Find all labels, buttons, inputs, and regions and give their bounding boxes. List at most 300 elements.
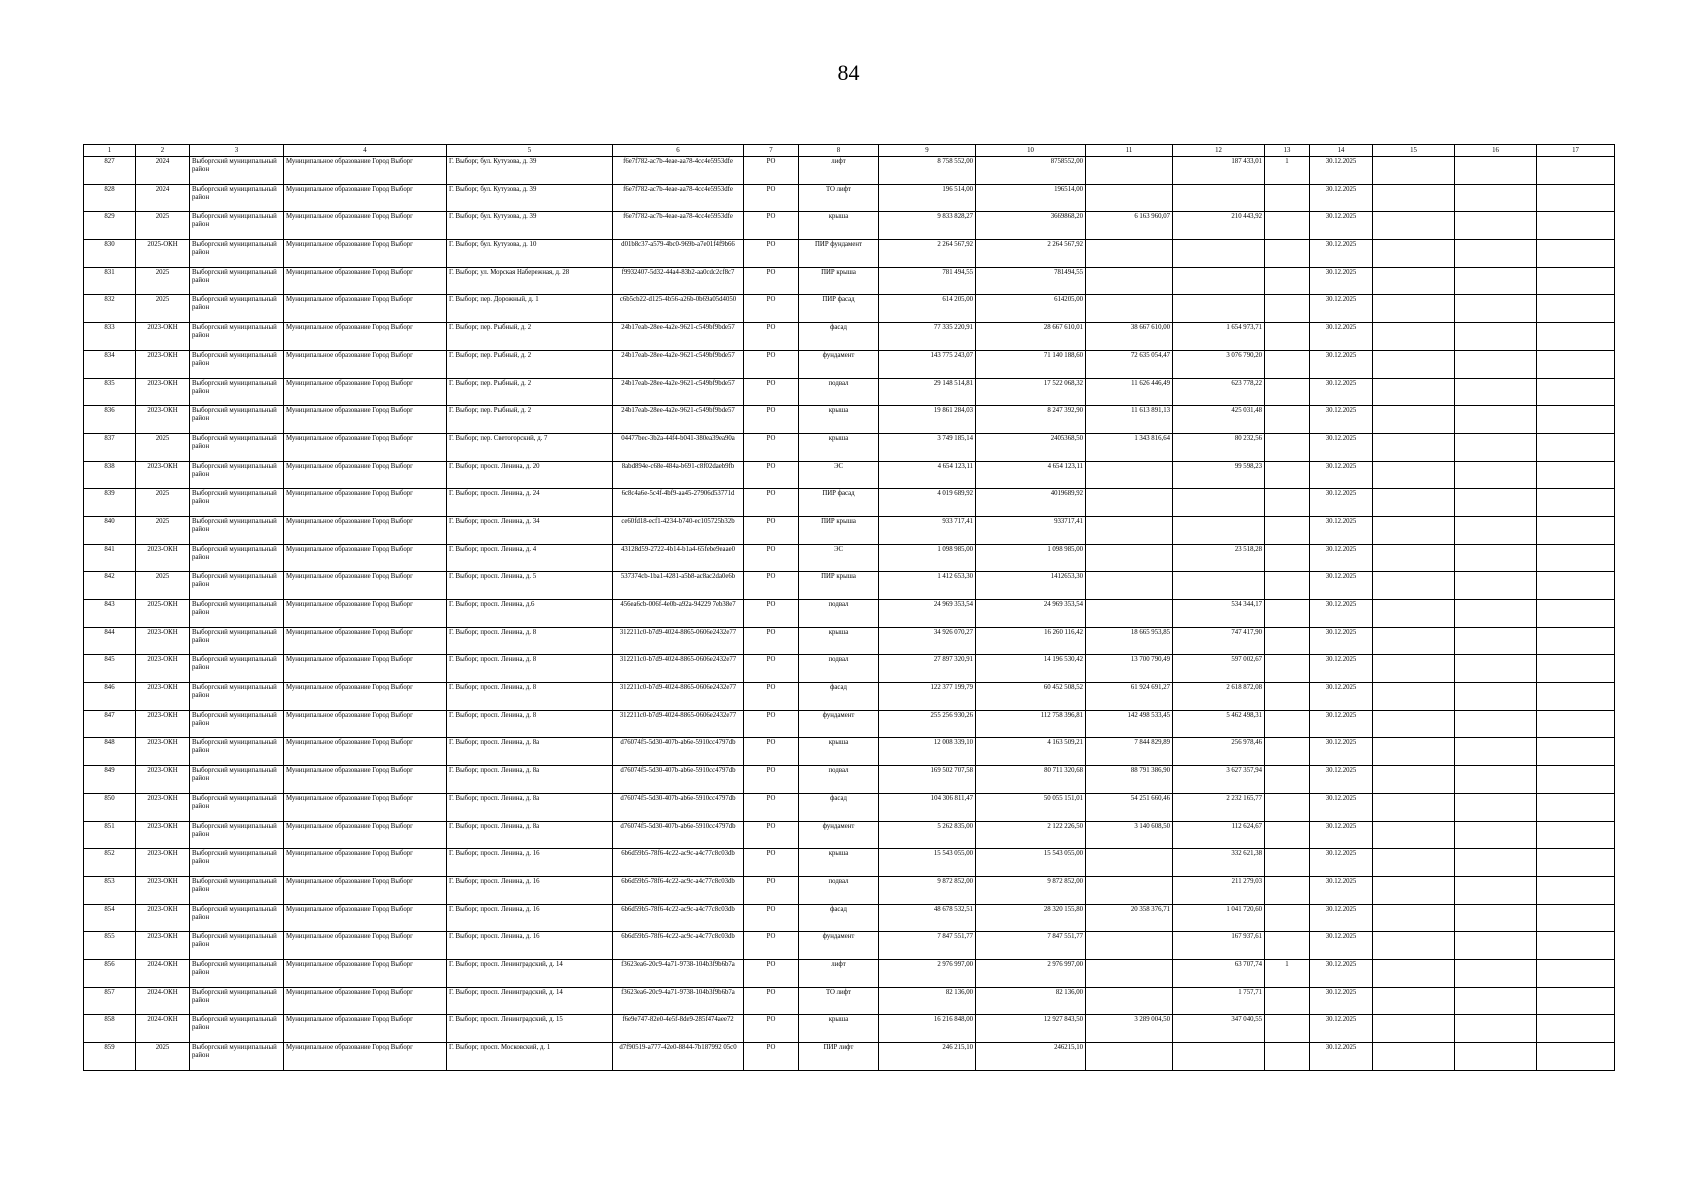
cell-date: 30.12.2025 [1310,987,1373,1015]
cell-address: Г. Выборг, пер. Светогорский, д. 7 [447,433,613,461]
cell-municipality: Муниципальное образование Город Выборг [284,849,447,877]
cell-district: Выборгский муниципальный район [190,821,284,849]
cell-date: 30.12.2025 [1310,821,1373,849]
cell-source: РО [744,655,799,683]
cell-address: Г. Выборг, пер. Дорожный, д. 1 [447,295,613,323]
cell-count [1265,378,1310,406]
table-row [84,1043,1615,1071]
cell-municipality: Муниципальное образование Город Выборг [284,710,447,738]
cell-row-number: 851 [84,821,136,849]
cell-cost-1: 4019689,92 [976,489,1086,517]
cell-date: 30.12.2025 [1310,212,1373,240]
cell-cost-3 [1173,184,1265,212]
table-row [84,572,1615,600]
cell-cost-2: 20 358 376,71 [1086,904,1173,932]
cell-cost-3: 210 443,92 [1173,212,1265,240]
cell-cost-total: 196 514,00 [879,184,976,212]
cell-row-number: 858 [84,1015,136,1043]
cell-district: Выборгский муниципальный район [190,295,284,323]
table-row [84,627,1615,655]
table-row [84,378,1615,406]
cell-year: 2025-ОКН [136,600,190,628]
cell-house-guid: ce60fd18-ecf1-4234-b740-ec105725b32b [613,516,744,544]
cell-cost-2: 11 613 891,13 [1086,406,1173,434]
cell-row-number: 837 [84,433,136,461]
cell-house-guid: 6b6d59b5-78f6-4c22-ac9c-a4c77c8c03db [613,876,744,904]
cell-work-type: фундамент [799,710,879,738]
cell-cost-3 [1173,489,1265,517]
cell-col-17 [1537,212,1615,240]
table-row [84,793,1615,821]
cell-cost-total: 9 872 852,00 [879,876,976,904]
cell-house-guid: 6c8c4a6e-5c4f-4bf9-aa45-27906d53771d [613,489,744,517]
cell-cost-3: 1 041 720,60 [1173,904,1265,932]
cell-source: РО [744,710,799,738]
cell-work-type: ПИР фасад [799,295,879,323]
cell-work-type: ЭС [799,544,879,572]
cell-cost-1: 17 522 068,32 [976,378,1086,406]
table-row [84,876,1615,904]
cell-municipality: Муниципальное образование Город Выборг [284,544,447,572]
cell-col-17 [1537,932,1615,960]
cell-col-16 [1455,295,1537,323]
cell-cost-1: 80 711 320,68 [976,766,1086,794]
cell-municipality: Муниципальное образование Город Выборг [284,433,447,461]
cell-cost-1: 9 872 852,00 [976,876,1086,904]
cell-district: Выборгский муниципальный район [190,267,284,295]
cell-cost-total: 104 306 811,47 [879,793,976,821]
cell-col-15 [1373,461,1455,489]
cell-cost-1: 246215,10 [976,1043,1086,1071]
column-header: 7 [744,145,799,157]
cell-col-17 [1537,876,1615,904]
cell-work-type: ПИР крыша [799,267,879,295]
cell-col-17 [1537,516,1615,544]
cell-cost-2 [1086,489,1173,517]
cell-address: Г. Выборг, просп. Ленина, д. 5 [447,572,613,600]
cell-address: Г. Выборг, просп. Ленинградский, д. 15 [447,1015,613,1043]
column-header: 1 [84,145,136,157]
cell-cost-2 [1086,295,1173,323]
cell-col-15 [1373,821,1455,849]
cell-col-17 [1537,655,1615,683]
cell-cost-2: 3 289 004,50 [1086,1015,1173,1043]
cell-cost-total: 12 008 339,10 [879,738,976,766]
cell-cost-total: 3 749 185,14 [879,433,976,461]
cell-col-16 [1455,572,1537,600]
cell-address: Г. Выборг, просп. Ленина, д.6 [447,600,613,628]
cell-work-type: фасад [799,323,879,351]
cell-source: РО [744,516,799,544]
cell-date: 30.12.2025 [1310,544,1373,572]
cell-municipality: Муниципальное образование Город Выборг [284,766,447,794]
cell-address: Г. Выборг, бул. Кутузова, д. 10 [447,240,613,268]
table-row [84,323,1615,351]
cell-district: Выборгский муниципальный район [190,1015,284,1043]
cell-cost-3: 99 598,23 [1173,461,1265,489]
cell-municipality: Муниципальное образование Город Выборг [284,378,447,406]
cell-date: 30.12.2025 [1310,738,1373,766]
cell-row-number: 856 [84,959,136,987]
cell-municipality: Муниципальное образование Город Выборг [284,655,447,683]
cell-row-number: 849 [84,766,136,794]
cell-date: 30.12.2025 [1310,516,1373,544]
cell-house-guid: d01b8c37-a579-4bc0-969b-a7e01f4f9b66 [613,240,744,268]
cell-cost-3: 425 031,48 [1173,406,1265,434]
cell-cost-1: 14 196 530,42 [976,655,1086,683]
cell-source: РО [744,378,799,406]
cell-district: Выборгский муниципальный район [190,876,284,904]
cell-house-guid: f6e7f782-ac7b-4eae-aa78-4cc4e5953dfe [613,184,744,212]
cell-municipality: Муниципальное образование Город Выборг [284,793,447,821]
table-row [84,544,1615,572]
cell-municipality: Муниципальное образование Город Выборг [284,461,447,489]
cell-address: Г. Выборг, пер. Рыбный, д. 2 [447,350,613,378]
cell-cost-1: 3669868,20 [976,212,1086,240]
cell-municipality: Муниципальное образование Город Выборг [284,157,447,185]
cell-house-guid: 6b6d59b5-78f6-4c22-ac9c-a4c77c8c03db [613,849,744,877]
cell-count [1265,323,1310,351]
cell-house-guid: 312211c0-b7d9-4024-8865-0606e2432e77 [613,710,744,738]
cell-cost-total: 8 758 552,00 [879,157,976,185]
cell-year: 2023-ОКН [136,904,190,932]
cell-col-15 [1373,295,1455,323]
column-header: 14 [1310,145,1373,157]
cell-cost-1: 8 247 392,90 [976,406,1086,434]
cell-cost-1: 82 136,00 [976,987,1086,1015]
column-header: 12 [1173,145,1265,157]
cell-cost-2: 88 791 386,90 [1086,766,1173,794]
cell-count [1265,904,1310,932]
cell-date: 30.12.2025 [1310,904,1373,932]
cell-cost-total: 933 717,41 [879,516,976,544]
cell-cost-3: 2 232 165,77 [1173,793,1265,821]
cell-col-17 [1537,849,1615,877]
cell-col-16 [1455,461,1537,489]
cell-cost-2 [1086,184,1173,212]
cell-col-17 [1537,710,1615,738]
cell-col-15 [1373,1015,1455,1043]
cell-house-guid: 312211c0-b7d9-4024-8865-0606e2432e77 [613,655,744,683]
cell-district: Выборгский муниципальный район [190,212,284,240]
cell-cost-3: 187 433,01 [1173,157,1265,185]
cell-cost-3: 534 344,17 [1173,600,1265,628]
cell-source: РО [744,350,799,378]
cell-cost-total: 77 335 220,91 [879,323,976,351]
cell-row-number: 847 [84,710,136,738]
cell-district: Выборгский муниципальный район [190,544,284,572]
cell-source: РО [744,433,799,461]
cell-source: РО [744,738,799,766]
cell-cost-total: 27 897 320,91 [879,655,976,683]
cell-date: 30.12.2025 [1310,1015,1373,1043]
cell-date: 30.12.2025 [1310,240,1373,268]
cell-cost-1: 60 452 508,52 [976,683,1086,711]
cell-work-type: крыша [799,212,879,240]
cell-cost-total: 7 847 551,77 [879,932,976,960]
cell-cost-1: 50 055 151,01 [976,793,1086,821]
table-row [84,489,1615,517]
cell-district: Выборгский муниципальный район [190,461,284,489]
cell-col-17 [1537,683,1615,711]
cell-work-type: подвал [799,655,879,683]
cell-cost-2: 3 140 608,50 [1086,821,1173,849]
cell-date: 30.12.2025 [1310,489,1373,517]
cell-count [1265,184,1310,212]
cell-cost-1: 2 122 226,50 [976,821,1086,849]
cell-source: РО [744,876,799,904]
cell-cost-3: 63 707,74 [1173,959,1265,987]
cell-count [1265,544,1310,572]
cell-district: Выборгский муниципальный район [190,572,284,600]
column-header: 8 [799,145,879,157]
cell-house-guid: 24b17eab-28ee-4a2e-9621-c549bf9bde57 [613,323,744,351]
cell-cost-3: 167 937,61 [1173,932,1265,960]
cell-date: 30.12.2025 [1310,932,1373,960]
cell-year: 2023-ОКН [136,932,190,960]
cell-address: Г. Выборг, просп. Ленина, д. 16 [447,932,613,960]
cell-district: Выборгский муниципальный район [190,710,284,738]
cell-col-16 [1455,323,1537,351]
cell-year: 2023-ОКН [136,849,190,877]
cell-work-type: ТО лифт [799,987,879,1015]
cell-row-number: 832 [84,295,136,323]
cell-date: 30.12.2025 [1310,876,1373,904]
cell-district: Выборгский муниципальный район [190,849,284,877]
cell-year: 2023-ОКН [136,821,190,849]
cell-house-guid: f6e7f782-ac7b-4eae-aa78-4cc4e5953dfe [613,212,744,240]
cell-date: 30.12.2025 [1310,461,1373,489]
cell-col-17 [1537,295,1615,323]
cell-row-number: 855 [84,932,136,960]
cell-cost-2 [1086,932,1173,960]
cell-cost-total: 82 136,00 [879,987,976,1015]
cell-date: 30.12.2025 [1310,710,1373,738]
cell-year: 2025-ОКН [136,240,190,268]
cell-municipality: Муниципальное образование Город Выборг [284,350,447,378]
cell-district: Выборгский муниципальный район [190,516,284,544]
cell-count [1265,516,1310,544]
cell-cost-3: 80 232,56 [1173,433,1265,461]
cell-count [1265,821,1310,849]
cell-year: 2024-ОКН [136,987,190,1015]
cell-row-number: 836 [84,406,136,434]
cell-col-15 [1373,267,1455,295]
cell-source: РО [744,323,799,351]
cell-source: РО [744,544,799,572]
cell-col-16 [1455,212,1537,240]
cell-count [1265,766,1310,794]
cell-count [1265,849,1310,877]
cell-date: 30.12.2025 [1310,683,1373,711]
cell-cost-2 [1086,516,1173,544]
cell-year: 2023-ОКН [136,738,190,766]
cell-municipality: Муниципальное образование Город Выборг [284,1015,447,1043]
cell-address: Г. Выборг, пер. Рыбный, д. 2 [447,378,613,406]
cell-col-17 [1537,184,1615,212]
cell-row-number: 830 [84,240,136,268]
cell-work-type: ПИР фасад [799,489,879,517]
cell-municipality: Муниципальное образование Город Выборг [284,959,447,987]
cell-cost-total: 614 205,00 [879,295,976,323]
cell-cost-3 [1173,295,1265,323]
cell-district: Выборгский муниципальный район [190,655,284,683]
cell-house-guid: f3623ea6-20c9-4a71-9738-104b3f9b6b7a [613,987,744,1015]
cell-cost-2: 7 844 829,89 [1086,738,1173,766]
cell-cost-total: 19 861 284,03 [879,406,976,434]
cell-col-15 [1373,959,1455,987]
cell-col-17 [1537,350,1615,378]
cell-source: РО [744,600,799,628]
cell-col-16 [1455,932,1537,960]
cell-col-15 [1373,433,1455,461]
cell-year: 2025 [136,212,190,240]
cell-year: 2024-ОКН [136,959,190,987]
cell-work-type: крыша [799,406,879,434]
cell-address: Г. Выборг, просп. Московский, д. 1 [447,1043,613,1071]
table-row [84,600,1615,628]
cell-col-17 [1537,240,1615,268]
cell-col-16 [1455,267,1537,295]
cell-col-15 [1373,378,1455,406]
cell-count [1265,489,1310,517]
cell-source: РО [744,572,799,600]
cell-cost-3: 1 757,71 [1173,987,1265,1015]
cell-cost-3: 332 621,38 [1173,849,1265,877]
table-row [84,295,1615,323]
cell-col-15 [1373,240,1455,268]
cell-year: 2023-ОКН [136,683,190,711]
cell-row-number: 853 [84,876,136,904]
cell-house-guid: f9932407-5d32-44a4-83b2-aa0cdc2cf8c7 [613,267,744,295]
cell-municipality: Муниципальное образование Город Выборг [284,987,447,1015]
cell-source: РО [744,295,799,323]
column-header: 2 [136,145,190,157]
cell-work-type: ТО лифт [799,184,879,212]
cell-row-number: 848 [84,738,136,766]
cell-col-17 [1537,157,1615,185]
cell-col-15 [1373,516,1455,544]
table-row [84,184,1615,212]
cell-year: 2023-ОКН [136,627,190,655]
cell-date: 30.12.2025 [1310,627,1373,655]
table-row [84,406,1615,434]
cell-house-guid: 6b6d59b5-78f6-4c22-ac9c-a4c77c8c03db [613,932,744,960]
cell-date: 30.12.2025 [1310,350,1373,378]
cell-address: Г. Выборг, пер. Рыбный, д. 2 [447,323,613,351]
cell-district: Выборгский муниципальный район [190,793,284,821]
column-header: 9 [879,145,976,157]
table-row [84,655,1615,683]
cell-cost-1: 4 654 123,11 [976,461,1086,489]
cell-year: 2023-ОКН [136,876,190,904]
table-row [84,738,1615,766]
table-row [84,987,1615,1015]
cell-col-17 [1537,489,1615,517]
cell-address: Г. Выборг, просп. Ленина, д. 8 [447,627,613,655]
cell-house-guid: 537374cb-1ba1-4281-a5b8-ac8ac2da0e6b [613,572,744,600]
cell-house-guid: 43128d59-2722-4b14-b1a4-65febe9eaae0 [613,544,744,572]
cell-cost-total: 143 775 243,07 [879,350,976,378]
cell-district: Выборгский муниципальный район [190,627,284,655]
cell-work-type: лифт [799,959,879,987]
cell-cost-total: 2 264 567,92 [879,240,976,268]
cell-col-15 [1373,738,1455,766]
cell-row-number: 835 [84,378,136,406]
cell-address: Г. Выборг, просп. Ленина, д. 8а [447,738,613,766]
column-header: 3 [190,145,284,157]
cell-cost-1: 28 320 155,80 [976,904,1086,932]
cell-address: Г. Выборг, просп. Ленина, д. 8 [447,683,613,711]
cell-col-15 [1373,849,1455,877]
page-number: 84 [837,60,860,85]
cell-cost-2: 13 700 790,49 [1086,655,1173,683]
cell-col-17 [1537,821,1615,849]
cell-count [1265,433,1310,461]
cell-col-15 [1373,350,1455,378]
cell-col-16 [1455,710,1537,738]
cell-municipality: Муниципальное образование Город Выборг [284,876,447,904]
cell-count [1265,572,1310,600]
column-header: 5 [447,145,613,157]
cell-cost-total: 16 216 848,00 [879,1015,976,1043]
cell-address: Г. Выборг, просп. Ленина, д. 16 [447,849,613,877]
table-row [84,821,1615,849]
cell-year: 2023-ОКН [136,544,190,572]
cell-district: Выборгский муниципальный район [190,1043,284,1071]
column-header: 6 [613,145,744,157]
cell-district: Выборгский муниципальный район [190,184,284,212]
cell-date: 30.12.2025 [1310,267,1373,295]
cell-cost-2 [1086,461,1173,489]
cell-row-number: 839 [84,489,136,517]
cell-address: Г. Выборг, просп. Ленина, д. 24 [447,489,613,517]
cell-work-type: фундамент [799,821,879,849]
cell-row-number: 828 [84,184,136,212]
cell-work-type: крыша [799,849,879,877]
cell-house-guid: f6e7f782-ac7b-4eae-aa78-4cc4e5953dfe [613,157,744,185]
cell-source: РО [744,1015,799,1043]
cell-cost-3: 23 518,28 [1173,544,1265,572]
cell-col-17 [1537,987,1615,1015]
cell-col-16 [1455,821,1537,849]
cell-cost-1: 28 667 610,01 [976,323,1086,351]
table-row [84,350,1615,378]
cell-cost-2: 61 924 691,27 [1086,683,1173,711]
cell-house-guid: f3623ea6-20c9-4a71-9738-104b3f9b6b7a [613,959,744,987]
cell-source: РО [744,849,799,877]
cell-municipality: Муниципальное образование Город Выборг [284,267,447,295]
cell-col-15 [1373,710,1455,738]
cell-col-16 [1455,350,1537,378]
cell-municipality: Муниципальное образование Город Выборг [284,738,447,766]
cell-cost-total: 4 019 689,92 [879,489,976,517]
cell-cost-2: 11 626 446,49 [1086,378,1173,406]
cell-count [1265,987,1310,1015]
cell-address: Г. Выборг, бул. Кутузова, д. 39 [447,157,613,185]
cell-col-17 [1537,1043,1615,1071]
cell-count [1265,350,1310,378]
table-row [84,157,1615,185]
cell-source: РО [744,987,799,1015]
cell-municipality: Муниципальное образование Город Выборг [284,932,447,960]
data-table [83,144,1615,1071]
cell-house-guid: 6b6d59b5-78f6-4c22-ac9c-a4c77c8c03db [613,904,744,932]
cell-row-number: 843 [84,600,136,628]
cell-col-15 [1373,766,1455,794]
cell-house-guid: d7f90519-a777-42e0-8844-7b187992 05c0 [613,1043,744,1071]
cell-cost-3: 211 279,03 [1173,876,1265,904]
